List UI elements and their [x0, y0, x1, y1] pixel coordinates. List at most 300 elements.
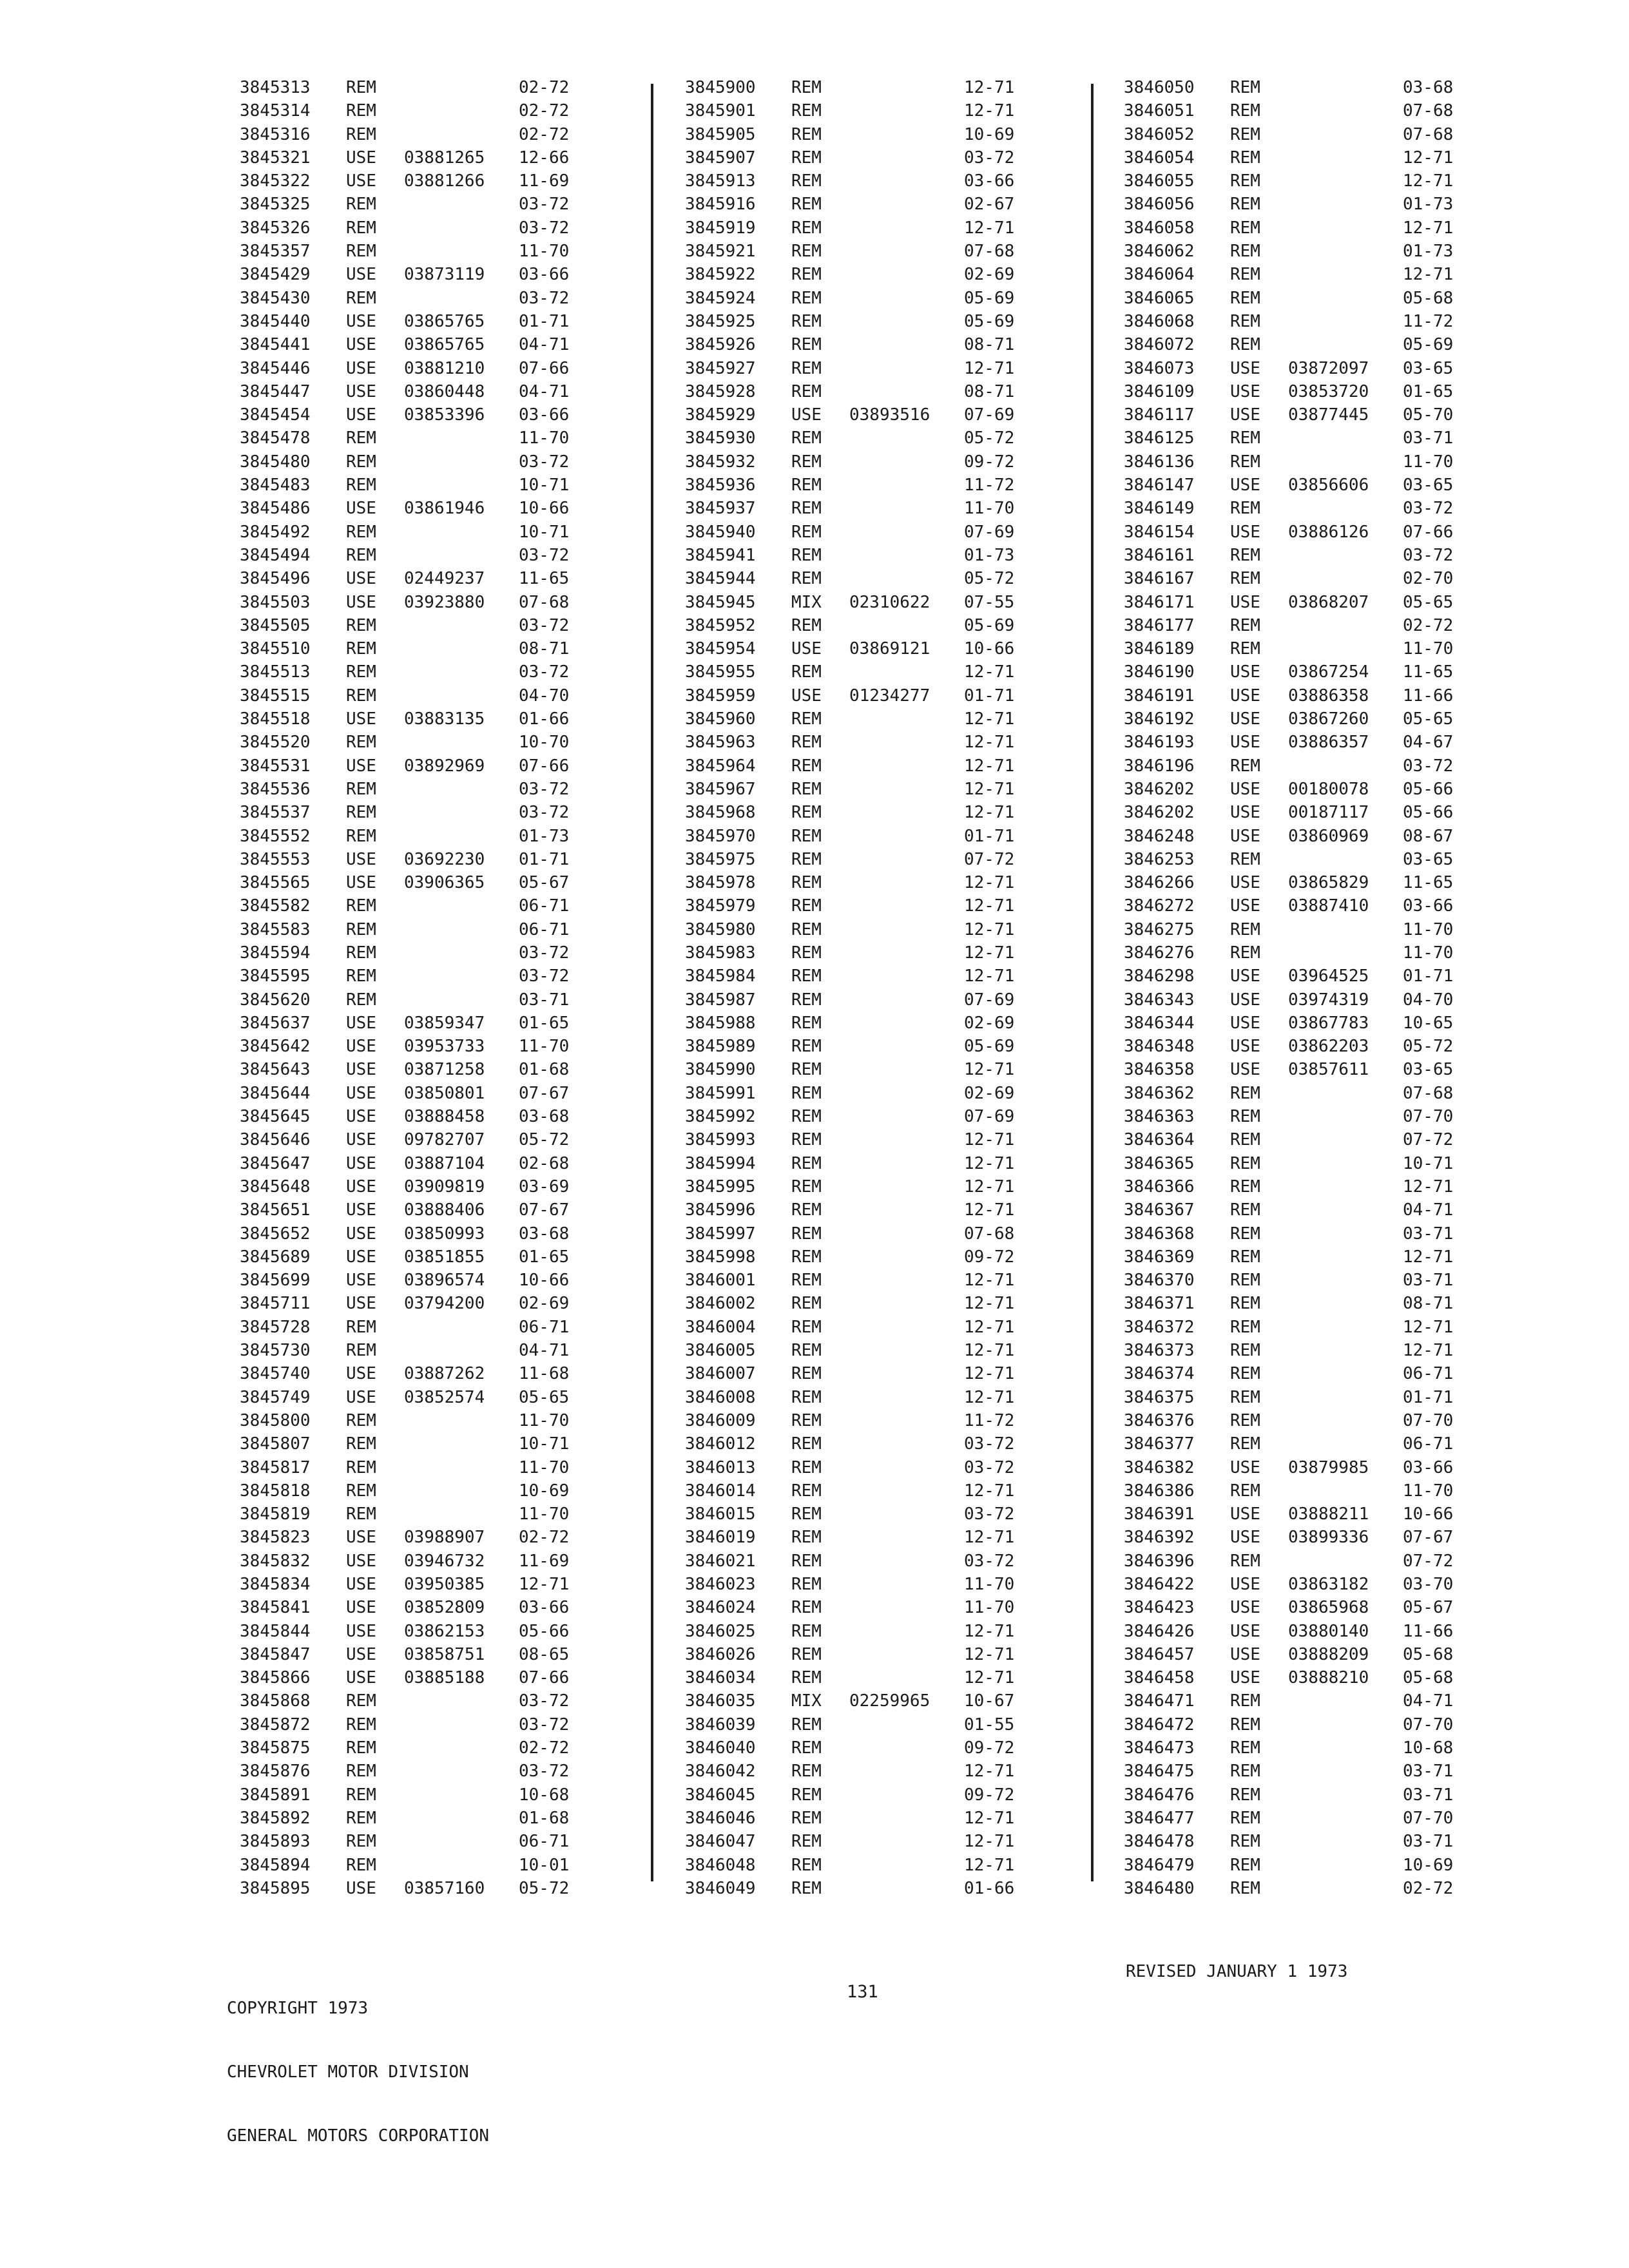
replacement-part: 02310622	[849, 592, 930, 612]
action-code: USE	[1230, 405, 1260, 425]
action-code: REM	[791, 779, 822, 799]
part-row	[685, 1550, 1035, 1573]
part-number: 3846014	[685, 1481, 756, 1501]
action-code: REM	[791, 1271, 822, 1291]
date-code: 12-71	[1403, 218, 1454, 238]
part-row	[240, 76, 590, 99]
part-number: 3845978	[685, 873, 756, 893]
action-code: MIX	[791, 592, 822, 612]
date-code: 05-69	[964, 1037, 1015, 1057]
date-code: 03-72	[964, 1551, 1015, 1571]
date-code: 05-65	[1403, 709, 1454, 729]
part-row	[1124, 1245, 1474, 1269]
part-number: 3846125	[1124, 428, 1195, 448]
part-number: 3846034	[685, 1668, 756, 1688]
part-number: 3846479	[1124, 1855, 1195, 1875]
part-number: 3845930	[685, 428, 756, 448]
action-code: REM	[346, 545, 376, 565]
action-code: USE	[346, 335, 376, 355]
date-code: 01-65	[519, 1247, 570, 1267]
date-code: 05-69	[964, 288, 1015, 308]
part-number: 3845321	[240, 148, 311, 168]
action-code: USE	[346, 1575, 376, 1594]
part-number: 3846072	[1124, 335, 1195, 355]
action-code: REM	[791, 896, 822, 916]
part-number: 3845730	[240, 1341, 311, 1361]
part-row	[240, 1339, 590, 1362]
action-code: USE	[346, 592, 376, 612]
part-row	[240, 1854, 590, 1877]
part-row	[685, 1456, 1035, 1479]
copyright-block	[227, 1956, 489, 2189]
action-code: REM	[1230, 148, 1260, 168]
part-row	[240, 1362, 590, 1385]
replacement-part: 03880140	[1288, 1621, 1369, 1641]
part-number: 3845553	[240, 849, 311, 869]
part-number: 3845960	[685, 709, 756, 729]
date-code: 01-71	[964, 686, 1015, 706]
action-code: REM	[791, 428, 822, 448]
action-code: USE	[346, 1247, 376, 1267]
action-code: USE	[1230, 686, 1260, 706]
action-code: REM	[1230, 1130, 1260, 1150]
date-code: 02-68	[519, 1153, 570, 1173]
part-number: 3846386	[1124, 1481, 1195, 1501]
part-number: 3845922	[685, 265, 756, 285]
part-number: 3845643	[240, 1060, 311, 1080]
part-row	[685, 1877, 1035, 1900]
part-row	[1124, 403, 1474, 427]
part-row	[1124, 99, 1474, 122]
action-code: REM	[1230, 1762, 1260, 1782]
action-code: REM	[1230, 1177, 1260, 1196]
action-code: REM	[1230, 1153, 1260, 1173]
part-row	[685, 1526, 1035, 1549]
part-number: 3845505	[240, 615, 311, 635]
part-row	[685, 1386, 1035, 1409]
replacement-part: 03872097	[1288, 358, 1369, 378]
date-code: 07-72	[1403, 1551, 1454, 1571]
part-number: 3845916	[685, 195, 756, 215]
replacement-part: 03879985	[1288, 1457, 1369, 1477]
part-number: 3846190	[1124, 662, 1195, 682]
part-row	[240, 1689, 590, 1713]
part-row	[1124, 1012, 1474, 1035]
date-code: 04-71	[1403, 1691, 1454, 1711]
part-number: 3845531	[240, 756, 311, 776]
part-number: 3846051	[1124, 101, 1195, 121]
date-code: 03-66	[1403, 896, 1454, 916]
part-number: 3845967	[685, 779, 756, 799]
action-code: REM	[346, 1481, 376, 1501]
action-code: REM	[791, 1341, 822, 1361]
part-row	[240, 427, 590, 450]
action-code: REM	[791, 1504, 822, 1524]
action-code: REM	[791, 1060, 822, 1080]
date-code: 02-69	[964, 1013, 1015, 1033]
date-code: 05-68	[1403, 1668, 1454, 1688]
action-code: USE	[1230, 1060, 1260, 1080]
part-number: 3845844	[240, 1621, 311, 1641]
date-code: 11-70	[964, 499, 1015, 519]
part-number: 3846473	[1124, 1738, 1195, 1758]
part-row	[240, 240, 590, 263]
action-code: USE	[1230, 779, 1260, 799]
part-row	[1124, 216, 1474, 240]
part-number: 3846056	[1124, 195, 1195, 215]
part-row	[240, 497, 590, 520]
parts-column-3	[1124, 76, 1474, 1900]
part-row	[1124, 567, 1474, 590]
replacement-part: 03868207	[1288, 592, 1369, 612]
date-code: 04-71	[519, 381, 570, 401]
part-row	[240, 1152, 590, 1175]
date-code: 12-71	[964, 78, 1015, 97]
part-number: 3846065	[1124, 288, 1195, 308]
date-code: 03-71	[1403, 1224, 1454, 1244]
date-code: 03-72	[519, 662, 570, 682]
copyright-line: COPYRIGHT 1973	[227, 1999, 369, 2018]
date-code: 12-71	[964, 1130, 1015, 1150]
replacement-part: 03887104	[404, 1153, 485, 1173]
part-row	[685, 1479, 1035, 1503]
date-code: 12-71	[964, 1200, 1015, 1220]
revision-date: REVISED JANUARY 1 1973	[1126, 1962, 1348, 1981]
date-code: 03-69	[519, 1177, 570, 1196]
part-number: 3845454	[240, 405, 311, 425]
part-row	[685, 263, 1035, 286]
action-code: USE	[346, 405, 376, 425]
action-code: REM	[1230, 1551, 1260, 1571]
date-code: 10-69	[1403, 1855, 1454, 1875]
date-code: 08-71	[1403, 1294, 1454, 1314]
part-row	[685, 380, 1035, 403]
part-row	[1124, 801, 1474, 824]
replacement-part: 03867254	[1288, 662, 1369, 682]
part-row	[240, 99, 590, 122]
date-code: 05-68	[1403, 288, 1454, 308]
part-row	[240, 1526, 590, 1549]
date-code: 05-72	[964, 569, 1015, 589]
part-number: 3846167	[1124, 569, 1195, 589]
action-code: REM	[1230, 1481, 1260, 1501]
action-code: REM	[1230, 919, 1260, 939]
action-code: USE	[346, 849, 376, 869]
part-row	[1124, 1128, 1474, 1151]
date-code: 10-68	[1403, 1738, 1454, 1758]
part-row	[1124, 1339, 1474, 1362]
part-row	[240, 801, 590, 824]
date-code: 07-69	[964, 522, 1015, 542]
date-code: 10-01	[519, 1855, 570, 1875]
replacement-part: 03865765	[404, 335, 485, 355]
part-number: 3845313	[240, 78, 311, 97]
date-code: 01-71	[1403, 1387, 1454, 1407]
action-code: USE	[346, 381, 376, 401]
part-number: 3845565	[240, 873, 311, 893]
action-code: REM	[791, 195, 822, 215]
part-row	[1124, 1526, 1474, 1549]
action-code: REM	[1230, 1294, 1260, 1314]
part-number: 3846375	[1124, 1387, 1195, 1407]
part-number: 3846046	[685, 1808, 756, 1828]
part-number: 3845954	[685, 639, 756, 659]
part-number: 3845800	[240, 1410, 311, 1430]
part-row	[685, 660, 1035, 684]
part-row	[685, 614, 1035, 637]
date-code: 07-66	[519, 358, 570, 378]
date-code: 11-70	[1403, 639, 1454, 659]
part-number: 3845979	[685, 896, 756, 916]
part-row	[1124, 941, 1474, 965]
part-row	[240, 169, 590, 193]
part-row	[685, 1736, 1035, 1760]
action-code: REM	[1230, 452, 1260, 472]
part-row	[1124, 1386, 1474, 1409]
part-number: 3845711	[240, 1294, 311, 1314]
action-code: USE	[1230, 1575, 1260, 1594]
part-number: 3845486	[240, 499, 311, 519]
date-code: 12-71	[964, 1808, 1015, 1828]
part-number: 3845996	[685, 1200, 756, 1220]
part-row	[240, 1105, 590, 1128]
part-number: 3845988	[685, 1013, 756, 1033]
part-number: 3845429	[240, 265, 311, 285]
date-code: 12-71	[964, 1481, 1015, 1501]
replacement-part: 03892969	[404, 756, 485, 776]
part-row	[240, 918, 590, 941]
part-row	[240, 1082, 590, 1105]
part-row	[1124, 1689, 1474, 1713]
date-code: 02-67	[964, 195, 1015, 215]
part-number: 3846392	[1124, 1528, 1195, 1548]
date-code: 03-72	[1403, 499, 1454, 519]
replacement-part: 03881265	[404, 148, 485, 168]
part-row	[1124, 637, 1474, 660]
date-code: 03-72	[1403, 545, 1454, 565]
part-number: 3845868	[240, 1691, 311, 1711]
part-number: 3846423	[1124, 1598, 1195, 1618]
replacement-part: 03909819	[404, 1177, 485, 1196]
action-code: REM	[1230, 1200, 1260, 1220]
date-code: 12-71	[964, 1644, 1015, 1664]
replacement-part: 03886126	[1288, 522, 1369, 542]
action-code: REM	[346, 1504, 376, 1524]
part-number: 3846064	[1124, 265, 1195, 285]
part-number: 3846366	[1124, 1177, 1195, 1196]
part-number: 3845483	[240, 476, 311, 495]
part-number: 3846154	[1124, 522, 1195, 542]
part-number: 3846370	[1124, 1271, 1195, 1291]
part-number: 3846136	[1124, 452, 1195, 472]
action-code: REM	[1230, 1808, 1260, 1828]
part-row	[240, 287, 590, 310]
part-number: 3846005	[685, 1341, 756, 1361]
replacement-part: 03867260	[1288, 709, 1369, 729]
part-row	[1124, 1222, 1474, 1245]
part-row	[685, 591, 1035, 614]
replacement-part: 03877445	[1288, 405, 1369, 425]
date-code: 10-65	[1403, 1013, 1454, 1033]
part-number: 3846109	[1124, 381, 1195, 401]
date-code: 11-65	[519, 569, 570, 589]
action-code: REM	[346, 779, 376, 799]
part-row	[685, 825, 1035, 848]
part-number: 3845513	[240, 662, 311, 682]
part-row	[1124, 1550, 1474, 1573]
part-row	[240, 1245, 590, 1269]
part-number: 3846396	[1124, 1551, 1195, 1571]
part-number: 3845480	[240, 452, 311, 472]
date-code: 12-71	[964, 779, 1015, 799]
part-number: 3846364	[1124, 1130, 1195, 1150]
date-code: 06-71	[519, 919, 570, 939]
date-code: 07-70	[1403, 1715, 1454, 1735]
part-row	[240, 1877, 590, 1900]
date-code: 03-66	[519, 265, 570, 285]
date-code: 12-66	[519, 148, 570, 168]
part-number: 3846177	[1124, 615, 1195, 635]
part-row	[685, 1316, 1035, 1339]
part-row	[240, 1783, 590, 1807]
date-code: 02-69	[964, 265, 1015, 285]
action-code: REM	[791, 1621, 822, 1641]
action-code: USE	[346, 1598, 376, 1618]
date-code: 12-71	[964, 1668, 1015, 1688]
part-number: 3845940	[685, 522, 756, 542]
action-code: USE	[791, 405, 822, 425]
part-number: 3846272	[1124, 896, 1195, 916]
part-row	[685, 193, 1035, 216]
part-number: 3845921	[685, 242, 756, 262]
date-code: 10-68	[519, 1785, 570, 1805]
date-code: 12-71	[964, 1387, 1015, 1407]
action-code: REM	[1230, 1691, 1260, 1711]
part-number: 3846049	[685, 1878, 756, 1898]
part-number: 3845913	[685, 171, 756, 191]
part-number: 3846472	[1124, 1715, 1195, 1735]
date-code: 04-70	[1403, 990, 1454, 1010]
part-number: 3845963	[685, 733, 756, 753]
date-code: 04-67	[1403, 733, 1454, 753]
action-code: REM	[346, 124, 376, 144]
part-number: 3846193	[1124, 733, 1195, 753]
date-code: 07-66	[519, 756, 570, 776]
date-code: 08-71	[964, 335, 1015, 355]
part-number: 3845326	[240, 218, 311, 238]
date-code: 03-71	[1403, 1785, 1454, 1805]
part-row	[685, 1245, 1035, 1269]
part-row	[1124, 1409, 1474, 1432]
date-code: 10-67	[964, 1691, 1015, 1711]
replacement-part: 03887262	[404, 1364, 485, 1384]
part-number: 3845895	[240, 1878, 311, 1898]
action-code: REM	[791, 1715, 822, 1735]
part-number: 3845817	[240, 1457, 311, 1477]
part-number: 3846192	[1124, 709, 1195, 729]
action-code: USE	[1230, 966, 1260, 986]
part-number: 3846073	[1124, 358, 1195, 378]
date-code: 07-68	[1403, 1083, 1454, 1103]
action-code: USE	[346, 1037, 376, 1057]
date-code: 07-69	[964, 1107, 1015, 1127]
part-row	[1124, 521, 1474, 544]
action-code: REM	[1230, 1855, 1260, 1875]
part-row	[685, 1152, 1035, 1175]
part-number: 3846248	[1124, 826, 1195, 846]
date-code: 05-69	[964, 615, 1015, 635]
action-code: REM	[1230, 1364, 1260, 1384]
action-code: REM	[791, 1738, 822, 1758]
part-number: 3845998	[685, 1247, 756, 1267]
part-row	[1124, 918, 1474, 941]
replacement-part: 03950385	[404, 1575, 485, 1594]
part-number: 3845583	[240, 919, 311, 939]
part-row	[240, 1012, 590, 1035]
part-row	[685, 988, 1035, 1012]
part-number: 3845834	[240, 1575, 311, 1594]
column-divider	[651, 84, 653, 1881]
part-row	[240, 357, 590, 380]
date-code: 08-67	[1403, 826, 1454, 846]
date-code: 12-71	[964, 1621, 1015, 1641]
part-number: 3845494	[240, 545, 311, 565]
date-code: 11-70	[519, 1504, 570, 1524]
action-code: REM	[1230, 499, 1260, 519]
date-code: 12-71	[519, 1575, 570, 1594]
action-code: USE	[346, 1621, 376, 1641]
action-code: USE	[346, 1294, 376, 1314]
part-number: 3846253	[1124, 849, 1195, 869]
date-code: 11-70	[519, 1457, 570, 1477]
action-code: USE	[346, 148, 376, 168]
part-number: 3845993	[685, 1130, 756, 1150]
part-row	[240, 988, 590, 1012]
part-row	[685, 1198, 1035, 1222]
action-code: REM	[791, 1083, 822, 1103]
action-code: REM	[1230, 1832, 1260, 1852]
action-code: USE	[1230, 592, 1260, 612]
part-row	[1124, 1854, 1474, 1877]
part-row	[1124, 1503, 1474, 1526]
date-code: 03-71	[1403, 428, 1454, 448]
replacement-part: 03794200	[404, 1294, 485, 1314]
action-code: REM	[1230, 569, 1260, 589]
part-number: 3845823	[240, 1528, 311, 1548]
part-row	[1124, 1573, 1474, 1596]
action-code: USE	[1230, 358, 1260, 378]
action-code: REM	[1230, 311, 1260, 331]
part-row	[240, 1198, 590, 1222]
part-row	[1124, 707, 1474, 731]
part-number: 3845983	[685, 943, 756, 963]
part-number: 3845595	[240, 966, 311, 986]
part-row	[1124, 731, 1474, 754]
action-code: REM	[1230, 615, 1260, 635]
action-code: USE	[1230, 709, 1260, 729]
part-row	[685, 1432, 1035, 1456]
part-number: 3845430	[240, 288, 311, 308]
date-code: 12-71	[1403, 1177, 1454, 1196]
part-number: 3845872	[240, 1715, 311, 1735]
replacement-part: 03857160	[404, 1878, 485, 1898]
part-row	[240, 263, 590, 286]
part-row	[1124, 1269, 1474, 1292]
action-code: USE	[346, 569, 376, 589]
part-number: 3845637	[240, 1013, 311, 1033]
action-code: REM	[346, 1410, 376, 1430]
part-number: 3845964	[685, 756, 756, 776]
